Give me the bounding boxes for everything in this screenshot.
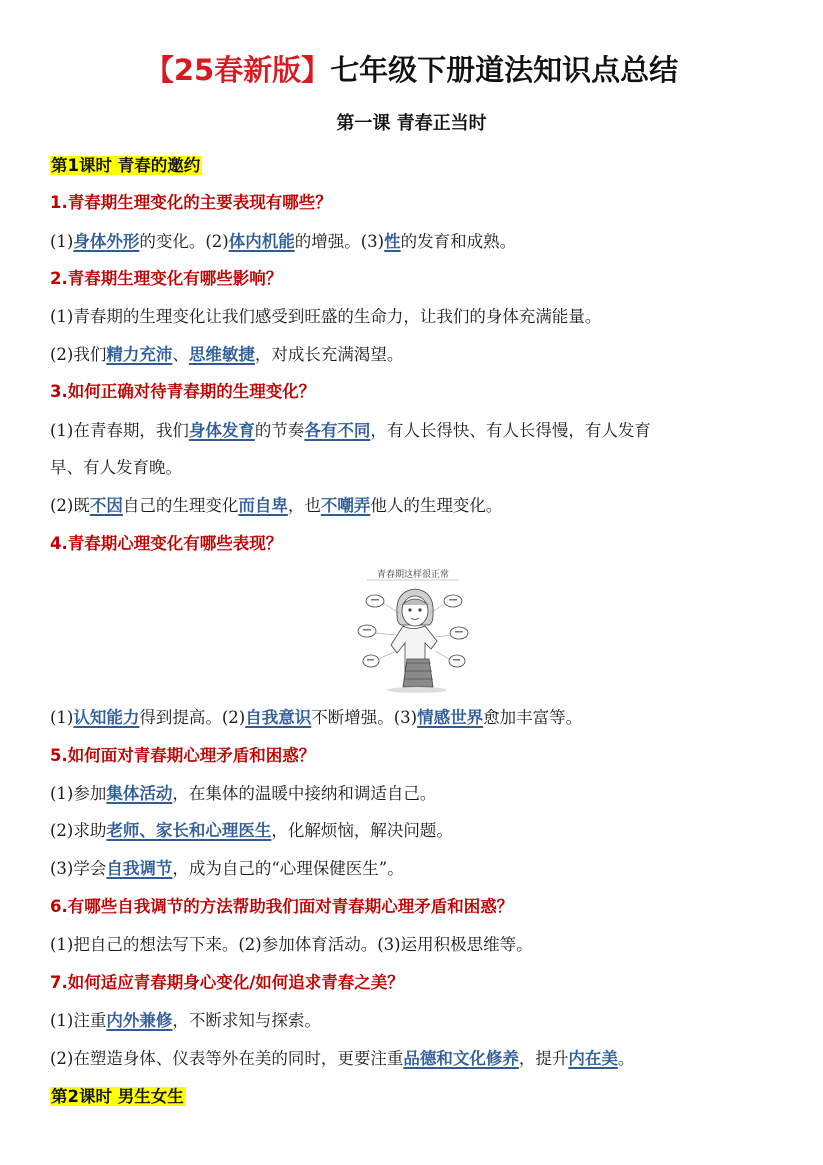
answer-5-1 (50, 781, 770, 807)
keyword: 精力充沛 (106, 345, 173, 364)
keyword: 内外兼修 (106, 1011, 173, 1030)
answer-3-1-continued: 早、有人发育晚。 (50, 458, 182, 477)
answer-2-2 (50, 342, 770, 368)
figure-caption: 青春期这样很正常 (376, 570, 450, 580)
answer-text: ，不断求知与探索。 (172, 1011, 321, 1030)
answer-text: ，提升 (518, 1049, 569, 1068)
answer-text: (2)在塑造身体、仪表等外在美的同时，更要注重 (50, 1049, 404, 1068)
question-text: 7.如何适应青春期身心变化/如何追求青春之美？ (50, 973, 404, 992)
keyword: 思维敏捷 (188, 345, 255, 364)
question-4 (50, 531, 770, 557)
answer-4 (50, 705, 770, 731)
keyword: 集体活动 (106, 784, 173, 803)
answer-text: (1) (50, 232, 74, 251)
answer-text: 的发育和成熟。 (400, 232, 517, 251)
title-main: 七年级下册道法知识点总结 (330, 53, 679, 87)
answer-text: ，成为自己的“心理保健医生”。 (172, 859, 404, 878)
section-lesson-1 (50, 153, 770, 179)
answer-text: (2)我们 (50, 345, 107, 364)
keyword: 不因 (89, 496, 123, 515)
answer-text: 不断增强。(3) (311, 708, 418, 727)
answer-text: (1)注重 (50, 1011, 107, 1030)
answer-text: ，有人长得快、有人长得慢，有人发育 (370, 421, 651, 440)
answer-text: 愈加丰富等。 (483, 708, 583, 727)
answer-7-2 (50, 1046, 770, 1072)
answer-text: 自己的生理变化 (122, 496, 239, 515)
answer-text: (2)既 (50, 496, 90, 515)
page-title (0, 50, 823, 90)
question-text: 1.青春期生理变化的主要表现有哪些？ (50, 193, 332, 212)
answer-text: 他人的生理变化。 (370, 496, 503, 515)
section-lesson-2 (50, 1084, 770, 1110)
answer-5-2 (50, 818, 770, 844)
question-text: 5.如何面对青春期心理矛盾和困惑？ (50, 746, 316, 765)
answer-text: ，对成长充满渴望。 (254, 345, 404, 364)
answer-text: 得到提高。(2) (139, 708, 246, 727)
keyword: 身体发育 (188, 421, 255, 440)
keyword: 自我调节 (106, 859, 173, 878)
question-7 (50, 970, 770, 996)
keyword: 身体外形 (73, 232, 140, 251)
keyword: 体内机能 (228, 232, 295, 251)
question-text: 6.有哪些自我调节的方法帮助我们面对青春期心理矛盾和困惑？ (50, 897, 514, 916)
lesson-heading: 第一课 青春正当时 (336, 113, 487, 134)
question-2 (50, 266, 770, 292)
keyword: 内在美 (568, 1049, 618, 1068)
answer-3-2 (50, 493, 770, 519)
lesson-label-2: 第2课时 男生女生 (51, 1087, 184, 1106)
keyword: 各有不同 (304, 421, 371, 440)
answer-6: (1)把自己的想法写下来。(2)参加体育活动。(3)运用积极思维等。 (50, 935, 533, 954)
question-1 (50, 190, 770, 216)
answer-text: 的节奏 (254, 421, 305, 440)
title-edition-tag: 【25春新版】 (144, 53, 331, 87)
question-text: 3.如何正确对待青春期的生理变化？ (50, 382, 316, 401)
question-3 (50, 379, 770, 405)
lesson-label-1: 第1课时 青春的邀约 (51, 156, 201, 175)
answer-1 (50, 229, 770, 255)
keyword: 性 (384, 232, 401, 251)
answer-text: 的变化。(2) (139, 232, 229, 251)
question-text: 2.青春期生理变化有哪些影响？ (50, 269, 283, 288)
answer-5-3 (50, 856, 770, 882)
answer-text: (1)参加 (50, 784, 107, 803)
answer-text: ，也 (287, 496, 321, 515)
answer-text: (1)在青春期，我们 (50, 421, 189, 440)
answer-2-1: (1)青春期的生理变化让我们感受到旺盛的生命力，让我们的身体充满能量。 (50, 307, 602, 326)
answer-text: (3)学会 (50, 859, 107, 878)
answer-3-1 (50, 418, 770, 444)
answer-text: ，化解烦恼，解决问题。 (271, 821, 453, 840)
answer-text: (2)求助 (50, 821, 107, 840)
question-5 (50, 743, 770, 769)
question-text: 4.青春期心理变化有哪些表现？ (50, 534, 283, 553)
keyword: 自我意识 (245, 708, 312, 727)
answer-text: ，在集体的温暖中接纳和调适自己。 (172, 784, 437, 803)
keyword: 而自卑 (238, 496, 288, 515)
answer-text: (1) (50, 708, 74, 727)
keyword: 认知能力 (73, 708, 140, 727)
answer-7-1 (50, 1008, 770, 1034)
keyword: 情感世界 (417, 708, 484, 727)
keyword: 老师、家长和心理医生 (106, 821, 272, 840)
answer-text: 。 (617, 1049, 635, 1068)
answer-text: 的增强。(3) (294, 232, 385, 251)
keyword: 品德和文化修养 (403, 1049, 519, 1068)
question-6 (50, 894, 770, 920)
answer-text: 、 (172, 345, 189, 364)
keyword: 不嘲弄 (320, 496, 371, 515)
adolescent-illustration (347, 563, 479, 696)
